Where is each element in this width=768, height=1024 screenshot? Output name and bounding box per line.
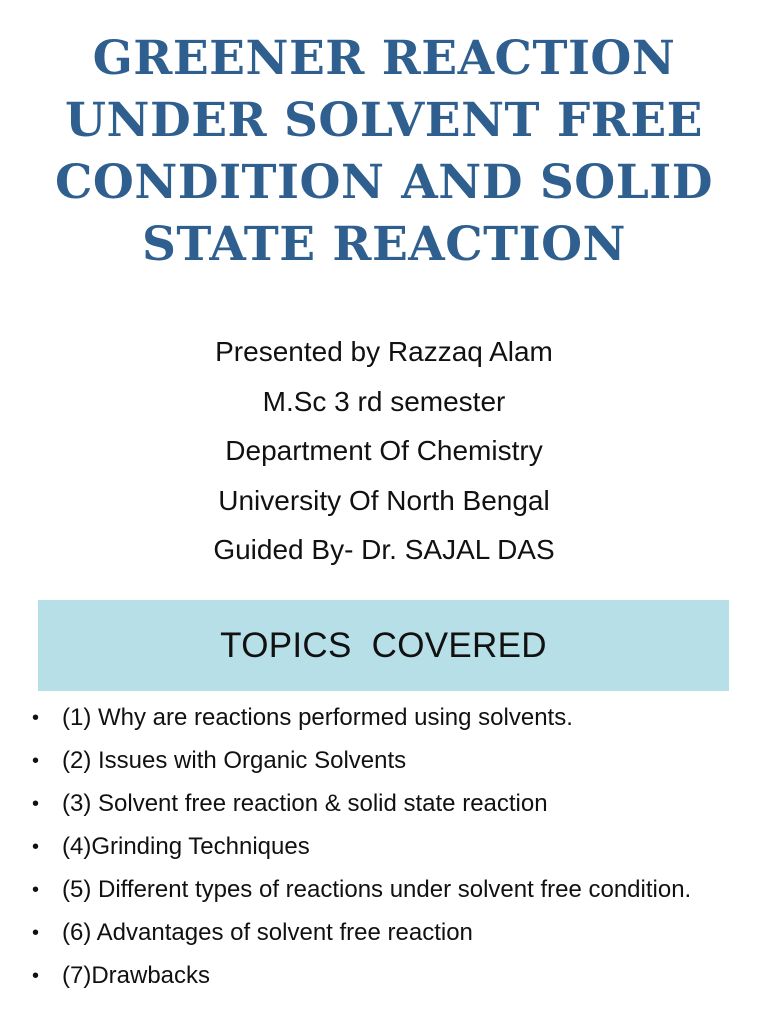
topics-banner <box>38 600 729 691</box>
topic-item-1 <box>30 700 740 736</box>
presenter-course: M.Sc 3 rd semester <box>262 385 506 417</box>
bullet-icon: • <box>32 793 40 815</box>
topic-text: (3) Solvent free reaction & solid state reaction <box>62 790 548 817</box>
title-line-3: CONDITION AND SOLID <box>55 155 713 210</box>
title-line-1: GREENER REACTION <box>92 31 676 86</box>
title-line-4: STATE REACTION <box>141 217 627 272</box>
topic-item-2 <box>30 743 740 779</box>
topic-item-6 <box>30 915 740 951</box>
topic-text: (2) Issues with Organic Solvents <box>62 747 407 774</box>
topic-text: (5) Different types of reactions under solvent free condition. <box>62 876 692 903</box>
topic-item-7 <box>30 958 740 994</box>
topic-item-3 <box>30 786 740 822</box>
topics-list <box>30 700 740 1001</box>
presenter-department: Department Of Chemistry <box>225 435 543 466</box>
topic-text: (6) Advantages of solvent free reaction <box>62 919 473 946</box>
topics-heading: TOPICS COVERED <box>220 625 547 665</box>
topic-text: (7)Drawbacks <box>62 962 211 989</box>
presenter-info <box>0 327 768 575</box>
bullet-icon: • <box>32 750 40 772</box>
bullet-icon: • <box>32 836 40 858</box>
topic-text: (1) Why are reactions performed using solvents. <box>62 704 573 731</box>
slide-title <box>20 28 748 276</box>
topic-item-5 <box>30 872 740 908</box>
topic-text: (4)Grinding Techniques <box>62 833 310 860</box>
presenter-name: Presented by Razzaq Alam <box>215 336 553 367</box>
bullet-icon: • <box>32 922 40 944</box>
bullet-icon: • <box>32 879 40 901</box>
bullet-icon: • <box>32 965 40 987</box>
presenter-guide: Guided By- Dr. SAJAL DAS <box>213 534 555 565</box>
title-line-2: UNDER SOLVENT FREE <box>65 93 703 148</box>
presenter-university: University Of North Bengal <box>218 484 550 516</box>
topic-item-4 <box>30 829 740 865</box>
bullet-icon: • <box>32 707 40 729</box>
